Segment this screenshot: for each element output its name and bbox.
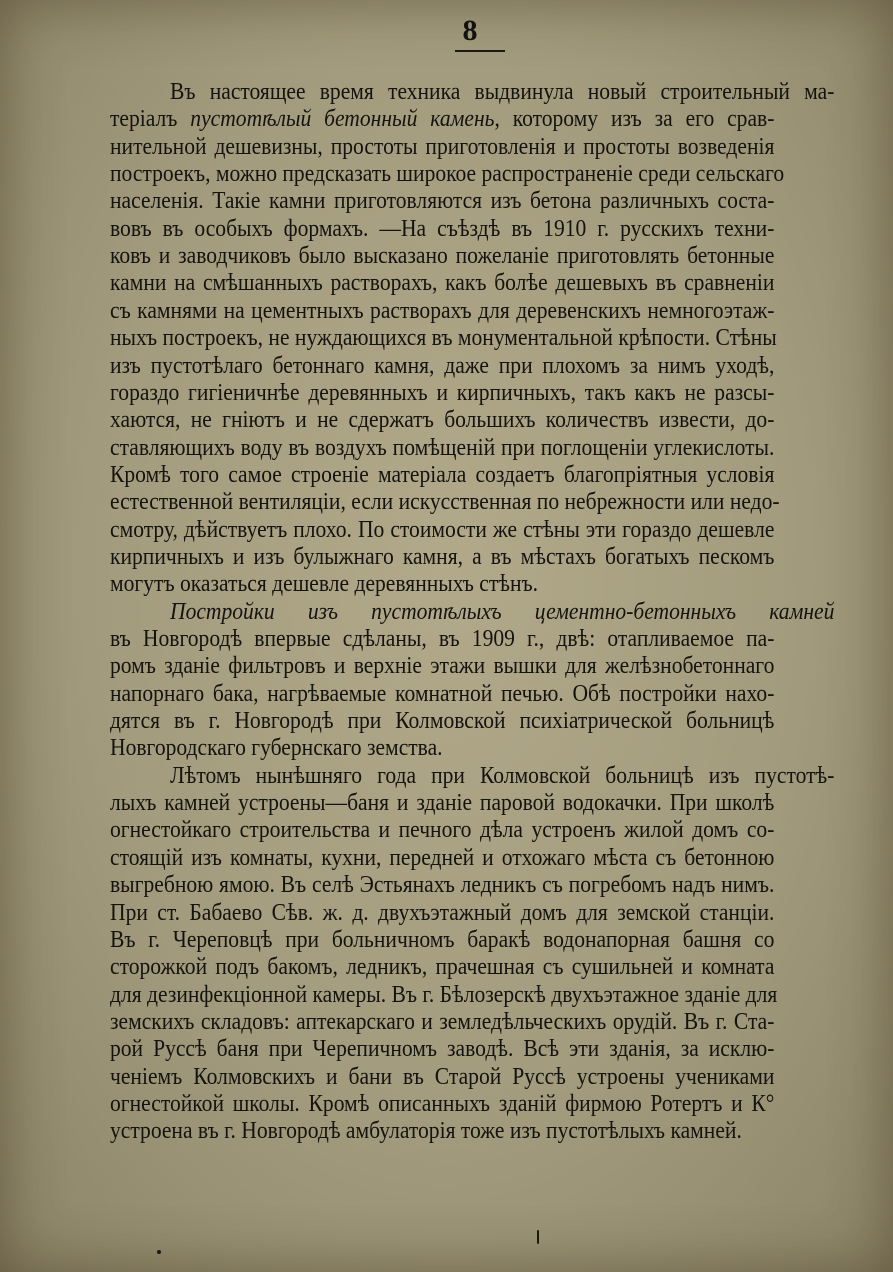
- text-line: [110, 1035, 774, 1063]
- text-run: устроена въ г. Новгородѣ амбулаторія тоже изъ пустотѣлыхъ камней.: [110, 1117, 742, 1145]
- text-line: [110, 105, 774, 133]
- text-line: [110, 899, 774, 927]
- text-run: смотру, дѣйствуетъ плохо. По стоимости же стѣны эти гораздо дешевле: [110, 515, 775, 543]
- text-run: дятся въ г. Новгородѣ при Колмовской психіатрической больницѣ: [110, 707, 775, 735]
- text-line: [110, 379, 774, 407]
- text-line: [110, 187, 774, 215]
- text-run: Въ настоящее время техника выдвинула новый строительный ма-: [170, 78, 835, 105]
- page-number: 8: [462, 14, 478, 47]
- page-number-rule: [455, 50, 505, 52]
- text-line: [110, 242, 774, 270]
- text-run: камни на смѣшанныхъ растворахъ, какъ болѣе дешевыхъ въ сравненіи: [110, 269, 775, 297]
- text-line: [110, 516, 774, 544]
- text-run: гораздо гигіеничнѣе деревянныхъ и кирпичныхъ, такъ какъ не разсы-: [110, 378, 775, 406]
- text-run: напорнаго бака, нагрѣваемые комнатной печью. Обѣ постройки нахо-: [110, 679, 775, 707]
- text-run: Кромѣ того самое строеніе матеріала создаетъ благопріятныя условія: [110, 460, 775, 488]
- text-line: [110, 406, 774, 434]
- text-line: [110, 1117, 774, 1145]
- text-run: огнестойкой школы. Кромѣ описанныхъ зданій фирмою Ротертъ и К°: [110, 1089, 775, 1117]
- text-line: [110, 488, 780, 516]
- text-line: [110, 324, 777, 352]
- text-run: вовъ въ особыхъ формахъ. —На съѣздѣ въ 1910 г. русскихъ техни-: [110, 214, 775, 242]
- italic-text: Постройки изъ пустотѣлыхъ цементно-бетонныхъ камней: [170, 597, 835, 625]
- text-line: [110, 871, 774, 899]
- text-line: [110, 297, 774, 325]
- text-run: съ камнями на цементныхъ растворахъ для деревенскихъ немногоэтаж-: [110, 296, 775, 324]
- text-line: [110, 953, 774, 981]
- text-line: [110, 926, 774, 954]
- italic-text: пустотѣлый бетонный камень: [190, 105, 495, 133]
- text-line: [110, 844, 774, 872]
- text-run: могутъ оказаться дешевле деревянныхъ стѣнъ.: [110, 570, 539, 598]
- text-run: Лѣтомъ нынѣшняго года при Колмовской больницѣ изъ пустотѣ-: [170, 761, 835, 789]
- text-run: хаются, не гніютъ и не сдержатъ большихъ количествъ извести, до-: [110, 406, 775, 434]
- text-run: ченіемъ Колмовскихъ и бани въ Старой Руссѣ устроены учениками: [110, 1062, 775, 1090]
- text-line: [110, 215, 774, 243]
- text-line: [110, 461, 774, 489]
- text-run: Въ г. Череповцѣ при больничномъ баракѣ водонапорная башня со: [110, 925, 775, 953]
- text-line: [110, 1063, 774, 1091]
- text-run: , которому изъ за его срав-: [494, 105, 775, 133]
- text-line: [110, 652, 774, 680]
- text-line: [110, 734, 774, 762]
- text-line: [110, 160, 785, 188]
- text-run: кирпичныхъ и изъ булыжнаго камня, а въ мѣстахъ богатыхъ пескомъ: [110, 542, 775, 570]
- text-run: Новгородскаго губернскаго земства.: [110, 734, 443, 762]
- text-run: построекъ, можно предсказать широкое распространеніе среди сельскаго: [110, 160, 785, 188]
- text-run: теріалъ: [110, 105, 191, 133]
- print-speck: [157, 1250, 161, 1254]
- text-run: ставляющихъ воду въ воздухъ помѣщеній при поглощеніи углекислоты.: [110, 433, 775, 461]
- text-line: [110, 707, 774, 735]
- text-run: сторожкой подъ бакомъ, ледникъ, прачешная съ сушильней и комната: [110, 953, 775, 981]
- text-line: [110, 352, 774, 380]
- text-line: [170, 598, 834, 626]
- text-run: выгребною ямою. Въ селѣ Эстьянахъ ледникъ съ погребомъ надъ нимъ.: [110, 871, 775, 899]
- text-run: При ст. Бабаево Сѣв. ж. д. двухъэтажный домъ для земской станціи.: [110, 898, 775, 926]
- text-line: [110, 133, 774, 161]
- text-line: [110, 269, 774, 297]
- text-run: нительной дешевизны, простоты приготовленія и простоты возведенія: [110, 132, 775, 160]
- text-line: [110, 789, 774, 817]
- text-run: естественной вентиляціи, если искусственная по небрежности или недо-: [110, 488, 780, 516]
- text-line: [110, 625, 774, 653]
- text-run: стоящій изъ комнаты, кухни, передней и отхожаго мѣста съ бетонною: [110, 843, 775, 871]
- text-line: [170, 78, 834, 106]
- print-speck: [537, 1230, 539, 1244]
- text-run: ковъ и заводчиковъ было высказано пожеланіе приготовлять бетонные: [110, 242, 775, 270]
- text-run: ныхъ построекъ, не нуждающихся въ монументальной крѣпости. Стѣны: [110, 324, 777, 352]
- text-run: огнестойкаго строительства и печного дѣла устроенъ жилой домъ со-: [110, 816, 775, 844]
- text-line: [110, 570, 774, 598]
- text-line: [110, 1008, 774, 1036]
- text-line: [170, 762, 834, 790]
- text-line: [110, 434, 774, 462]
- text-run: рой Руссѣ баня при Черепичномъ заводѣ. Всѣ эти зданія, за исклю-: [110, 1035, 775, 1063]
- text-run: для дезинфекціонной камеры. Въ г. Бѣлозерскѣ двухъэтажное зданіе для: [110, 980, 778, 1008]
- text-run: изъ пустотѣлаго бетоннаго камня, даже при плохомъ за нимъ уходѣ,: [110, 351, 775, 379]
- text-line: [110, 1090, 774, 1118]
- text-run: земскихъ складовъ: аптекарскаго и земледѣльческихъ орудій. Въ г. Ста-: [110, 1007, 775, 1035]
- text-run: лыхъ камней устроены—баня и зданіе паровой водокачки. При школѣ: [110, 789, 775, 817]
- text-line: [110, 680, 774, 708]
- text-line: [110, 980, 778, 1009]
- text-run: ромъ зданіе фильтровъ и верхніе этажи вышки для желѣзнобетоннаго: [110, 652, 775, 680]
- text-line: [110, 543, 774, 571]
- text-run: въ Новгородѣ впервые сдѣланы, въ 1909 г., двѣ: отапливаемое па-: [110, 625, 775, 652]
- text-run: населенія. Такіе камни приготовляются изъ бетона различныхъ соста-: [110, 187, 775, 215]
- text-line: [110, 816, 774, 844]
